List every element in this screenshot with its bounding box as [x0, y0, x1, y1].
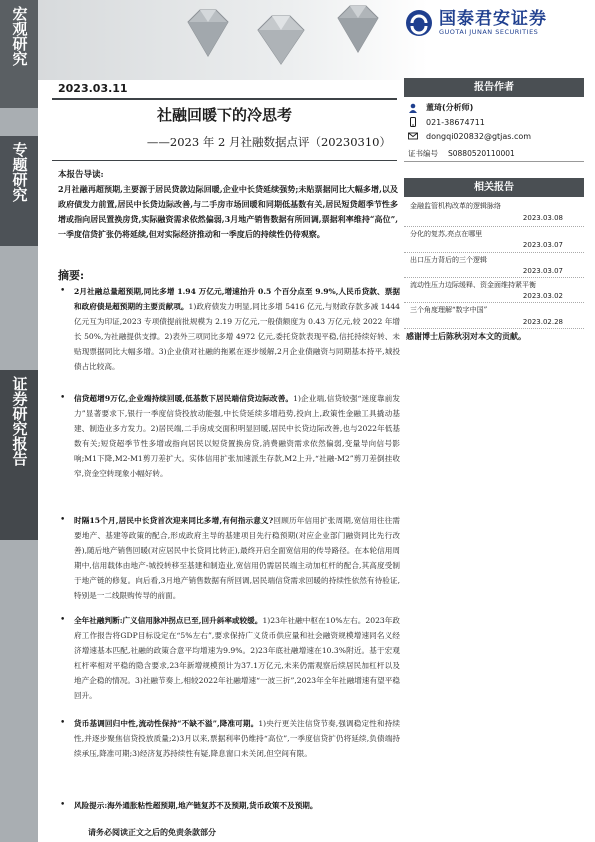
- author-section-header: 报告作者: [404, 78, 584, 97]
- divider: [404, 252, 584, 253]
- sidebar-top-label: 宏观研究: [10, 6, 29, 66]
- guide-heading: 本报告导读:: [58, 170, 104, 180]
- bullet-dot-icon: •: [60, 718, 66, 728]
- author-phone: 021-38674711: [426, 117, 485, 127]
- diamond-icon: [250, 10, 310, 68]
- bullet-bold: 货币基调回归中性,流动性保持“不缺不溢”,降准可期。: [74, 719, 259, 728]
- bullet-bold: 全年社融判断:广义信用脉冲拐点已至,回升斜率或较缓。: [74, 616, 263, 625]
- summary-bullet-1: [58, 284, 400, 375]
- bullet-text: 1)企业端,信贷较强“迷度靠前发力”显著要求下,银行一季度信贷投放动能强,中长贷延续多增趋势,投向上,政策性金融工具撬动基建、制造业多方发力。2)居民端,二手房成交面积明显回暖,居民中长贷边际改善,也与2022年低基数有关;短贷超季节性多增或指向居民以短贷置换房贷,消费融资需求依然偏弱,变量导向信号影响;M1下降,M2-M1剪刀差扩大。实体信用扩张加速派生存款,M2上升,“社融-M2”剪刀差倒挂收窄,资金空转现象小幅好转。: [74, 394, 400, 479]
- date-bar: [52, 80, 397, 100]
- summary-bullet-6: [58, 798, 400, 813]
- author-email[interactable]: dongqi020832@gtjas.com: [426, 131, 532, 141]
- divider: [404, 161, 584, 162]
- cert-label: 证书编号: [408, 149, 438, 158]
- cert-number: S0880520110001: [448, 149, 515, 158]
- author-name: 董琦(分析师): [426, 103, 474, 112]
- logo-cn-text: 国泰君安证券: [439, 9, 547, 29]
- related-report-date: 2023.03.07: [522, 267, 563, 275]
- bullet-bold: 时隔15个月,居民中长贷首次迎来同比多增,有何指示意义?: [74, 516, 274, 525]
- bullet-dot-icon: •: [60, 515, 66, 525]
- related-report-title[interactable]: 金融监管机构改革的逻辑脉络: [410, 202, 501, 210]
- related-report-title[interactable]: 分化的复苏,亮点在哪里: [410, 230, 483, 238]
- summary-bullet-3: [58, 513, 400, 604]
- related-report-title[interactable]: 三个角度理解“数字中国”: [410, 306, 488, 314]
- sidebar-securities-report: [0, 370, 38, 540]
- bullet-dot-icon: •: [60, 286, 66, 296]
- report-title: 社融回暖下的冷思考: [156, 106, 292, 124]
- bullet-dot-icon: •: [60, 393, 66, 403]
- related-report-date: 2023.03.02: [522, 292, 563, 300]
- sidebar-mid-label: 专题研究: [10, 142, 29, 202]
- diamond-icon: [178, 4, 238, 62]
- author-name-row: [408, 102, 473, 113]
- divider: [404, 226, 584, 227]
- bullet-text: 1)23年社融中枢在10%左右。2023年政府工作报告将GDP目标设定在“5%左右”,要求保持广义货币供应量和社会融资规模增速同名义经济增速基本匹配,社融的政策合意平均增速为9.9%。2)23年底社融增速在10.3%附近。基于宏观杠杆率相对平稳的隐含要求,23年新增规模预计为37.1万亿元,未来仍需观察后续居民加杠杆以及地产企稳的情况。3)社融节奏上,相较2022年社融增速“一波三折”,2023年全年社融增速有望平稳回升。: [74, 616, 400, 701]
- divider: [404, 328, 584, 329]
- bullet-dot-icon: •: [60, 615, 66, 625]
- related-report-title[interactable]: 流动性压力边际缓释、资金面维持紧平衡: [410, 281, 536, 289]
- summary-heading: 摘要:: [58, 269, 85, 282]
- sidebar-special-research: [0, 136, 38, 246]
- sidebar-divider: [0, 246, 38, 370]
- logo-en-text: GUOTAI JUNAN SECURITIES: [439, 28, 539, 36]
- summary-bullet-5: [58, 716, 400, 761]
- mail-icon: [408, 131, 418, 141]
- guide-text: 2月社融再超预期,主要源于居民贷款边际回暖,企业中长贷延续强势;未贴票据同比大幅多增,以及政府债发力前置,居民中长贷边际改善,与二手房市场回暖和同期低基数有关,居民短贷超季节性多增或指向居民置换房贷,实际融资需求依然偏弱,3月地产销售数据有所回调,票据利率维持“高位”,一季度信贷扩张仍将延续,但对实际经济推动和一季度后的持续性仍待观察。: [58, 184, 398, 239]
- bullet-bold: 风险提示:海外通胀粘性超预期,地产链复苏不及预期,货币政策不及预期。: [74, 801, 318, 810]
- divider: [52, 160, 397, 161]
- left-sidebar: [0, 0, 38, 842]
- bullet-bold: 2月社融总量超预期,同比多增 1.94 万亿元,增速抬升 0.5 个百分点至 9.9%,人民币贷款、票据和政府债是超预期的主要贡献项。: [74, 287, 400, 312]
- person-icon: [408, 103, 418, 113]
- diamond-icon: [328, 0, 388, 58]
- phone-icon: [408, 117, 418, 127]
- author-phone-row: [408, 117, 485, 127]
- divider: [404, 277, 584, 278]
- brand-mark-icon: [405, 9, 433, 37]
- disclaimer-note: 请务必阅读正文之后的免责条款部分: [88, 827, 216, 837]
- related-report-date: 2023.03.08: [522, 214, 563, 222]
- related-report-date: 2023.03.07: [522, 241, 563, 249]
- bullet-text: 1)政府债发力明显,同比多增 5416 亿元,与财政存款多减 1444 亿元互为印证,2023 专项债提前批规模为 2.19 万亿元,一般债额度为 0.43 万亿元,较 2022 年增长 50%,为社融提供支撑。2)表外三项同比多增 4972 亿元,委托贷款表现平稳,信托持续好转、未贴现票据同比大幅多增。3)企业债对社融的拖累在逐步缓解,2月企业债融资与同期基本持平,城投债占比较高。: [74, 302, 400, 372]
- company-logo: [405, 8, 585, 38]
- sidebar-macro-research: [0, 0, 38, 108]
- related-reports-header: 相关报告: [404, 178, 584, 197]
- bullet-bold: 信贷超增9万亿,企业端持续回暖,低基数下居民端信贷边际改善。: [74, 394, 294, 403]
- sidebar-divider: [0, 108, 38, 136]
- bullet-text: 回顾历年信用扩张周期,宽信用往往需要地产、基建等政策的配合,形成政府主导的基建项目先行稳预期(对应企业部门融资同比先行改善),随后地产销售回暖(对应居民中长贷同比转正),最终开启全面宽信用的传导路径。在本轮信用周期中,信用载体由地产-城投转移至基建和制造业,宽信用仍需居民端主动加杠杆的配合,其高度受制于地产链的修复。向后看,3月地产销售数据有所回调,居民端信贷需求回暖的持续性依然有待验证,特别是一二线限购传导的前面。: [74, 516, 400, 601]
- certificate-row: [408, 148, 525, 159]
- summary-bullet-2: [58, 391, 400, 482]
- related-report-title[interactable]: 出口压力背后的三个逻辑: [410, 256, 487, 264]
- sidebar-bottom-label: 证券研究报告: [10, 376, 29, 466]
- summary-bullet-4: [58, 613, 400, 704]
- sidebar-divider: [0, 540, 38, 842]
- report-subtitle: ——2023 年 2 月社融数据点评（20230310）: [146, 135, 391, 149]
- acknowledgement: 感谢博士后陈秋羽对本文的贡献。: [406, 331, 526, 341]
- bullet-dot-icon: •: [60, 800, 66, 810]
- bullet-text: 1)央行更关注信贷节奏,强调稳定性和持续性,并逐步聚焦信贷投放质量;2)3月以来,票据利率仍维持“高位”,一季度信贷扩仍将延续,负债端持续承压,降准可期;3)经济复苏持续性有疑,降息窗口未关闭,但空间有限。: [74, 719, 400, 759]
- related-report-date: 2023.02.28: [522, 318, 563, 326]
- author-email-row[interactable]: [408, 131, 531, 141]
- report-date: 2023.03.11: [58, 82, 128, 95]
- divider: [404, 302, 584, 303]
